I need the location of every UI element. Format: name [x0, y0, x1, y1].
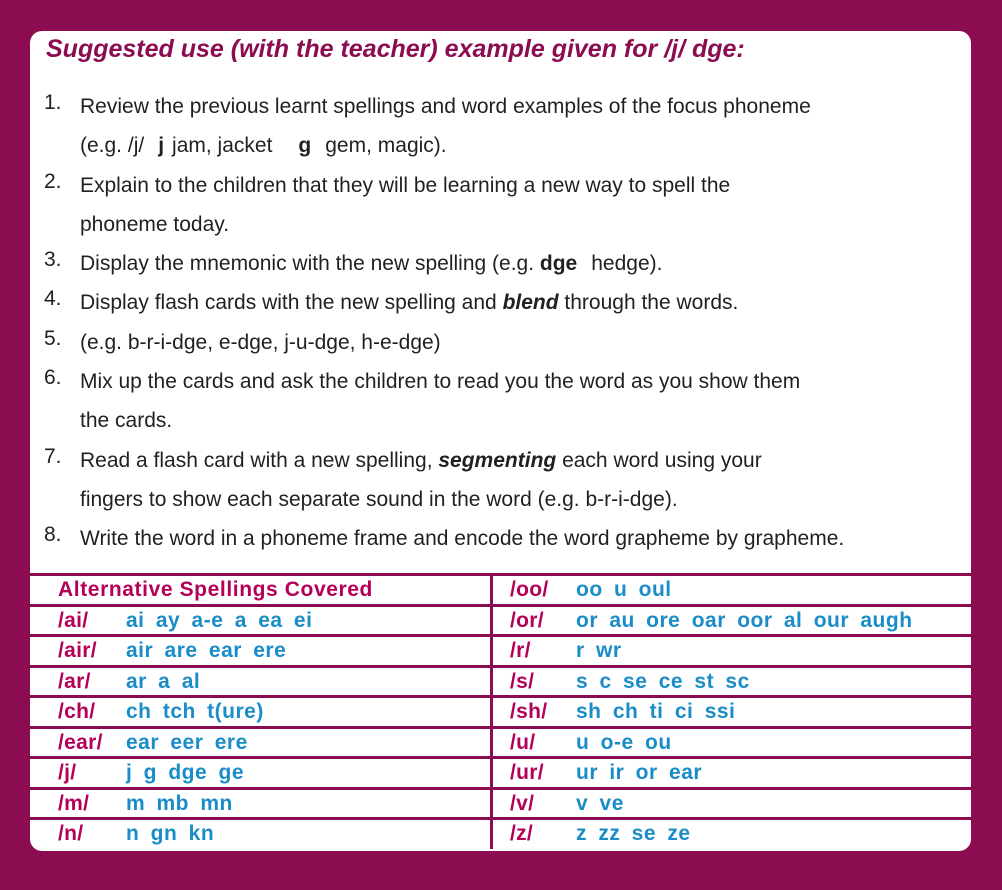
step-text-part: Write the word in a phoneme frame and encode the word grapheme by grapheme. — [80, 527, 845, 551]
step-line — [80, 244, 954, 283]
alternative-spellings-table — [30, 573, 971, 849]
spelling-list: ur ir or ear — [576, 761, 703, 784]
left-cell — [30, 668, 493, 696]
step-line — [80, 441, 954, 480]
step-text-part: (e.g. b-r-i-dge, e-dge, j-u-dge, h-e-dge) — [80, 330, 441, 354]
spelling-list: r wr — [576, 639, 622, 662]
step-item — [44, 362, 954, 441]
phoneme-label: /oo/ — [510, 578, 549, 601]
table-row — [30, 729, 971, 760]
spelling-list: ch tch t(ure) — [126, 700, 264, 723]
phoneme-label: /u/ — [510, 730, 536, 754]
instruction-card — [30, 31, 971, 851]
spelling-list: m mb mn — [126, 791, 233, 815]
right-cell — [493, 576, 971, 604]
table-title: Alternative Spellings Covered — [58, 578, 373, 601]
step-number: 2. — [44, 169, 62, 193]
spelling-list: s c se ce st sc — [576, 669, 750, 693]
emphasis-text: j — [158, 134, 165, 158]
spelling-list: ar a al — [126, 669, 201, 693]
phoneme-label: /s/ — [510, 669, 535, 693]
step-line — [80, 519, 954, 558]
right-cell — [493, 820, 971, 849]
phoneme-label: /ear/ — [58, 730, 103, 754]
step-item — [44, 323, 954, 362]
spelling-list: ear eer ere — [126, 730, 248, 754]
phoneme-label: /ch/ — [58, 700, 96, 723]
step-line — [80, 126, 954, 165]
phoneme-label: /v/ — [510, 791, 535, 815]
step-text-part: Explain to the children that they will be learning a new way to spell the — [80, 173, 731, 197]
table-row — [30, 637, 971, 668]
step-text-part: (e.g. /j/ — [80, 134, 145, 158]
spelling-list: z zz se ze — [576, 822, 691, 845]
right-cell — [493, 729, 971, 757]
emphasis-text: dge — [539, 252, 578, 276]
steps-list — [44, 87, 954, 559]
step-text-part: Read a flash card with a new spelling, — [80, 448, 439, 472]
phoneme-label: /j/ — [58, 761, 77, 784]
spelling-list: n gn kn — [126, 822, 215, 845]
table-row — [30, 759, 971, 790]
right-cell — [493, 607, 971, 635]
step-number: 3. — [44, 248, 62, 272]
right-cell — [493, 790, 971, 818]
left-cell — [30, 729, 493, 757]
left-cell — [30, 759, 493, 787]
step-item — [44, 283, 954, 322]
step-text-part: jam, jacket — [172, 134, 273, 158]
step-text-part: Display flash cards with the new spelling and — [80, 291, 503, 315]
step-line — [80, 362, 954, 401]
step-text-part: the cards. — [80, 409, 173, 433]
step-number: 1. — [44, 91, 62, 114]
table-row — [30, 820, 971, 849]
table-row — [30, 607, 971, 638]
step-line — [80, 205, 954, 244]
left-cell — [30, 637, 493, 665]
spelling-list: v ve — [576, 791, 624, 815]
right-cell — [493, 668, 971, 696]
spelling-list: air are ear ere — [126, 639, 287, 662]
left-cell — [30, 820, 493, 849]
step-text-part: fingers to show each separate sound in the word (e.g. b-r-i-dge). — [80, 487, 678, 511]
step-item — [44, 441, 954, 520]
step-text-part: Mix up the cards and ask the children to read you the word as you show them — [80, 370, 801, 394]
step-line — [80, 323, 954, 362]
table-row — [30, 698, 971, 729]
card-heading: Suggested use (with the teacher) example given for /j/ dge: — [46, 35, 745, 63]
step-item — [44, 87, 954, 166]
step-line — [80, 283, 954, 322]
right-cell — [493, 759, 971, 787]
spelling-list: oo u oul — [576, 578, 672, 601]
spelling-list: j g dge ge — [126, 761, 245, 784]
table-row — [30, 668, 971, 699]
step-item — [44, 519, 954, 558]
phoneme-label: /sh/ — [510, 700, 548, 723]
phoneme-label: /air/ — [58, 639, 97, 662]
left-cell — [30, 607, 493, 635]
step-item — [44, 244, 954, 283]
step-text-part: hedge). — [591, 252, 663, 276]
spelling-list: u o-e ou — [576, 730, 672, 754]
emphasis-text: g — [298, 134, 312, 158]
step-line — [80, 87, 954, 126]
phoneme-label: /n/ — [58, 822, 84, 845]
step-line — [80, 166, 954, 205]
step-line — [80, 480, 954, 519]
step-number: 5. — [44, 326, 62, 350]
left-cell — [30, 576, 493, 604]
phoneme-label: /z/ — [510, 822, 534, 845]
phoneme-label: /ar/ — [58, 669, 91, 693]
spelling-list: ai ay a-e a ea ei — [126, 608, 313, 632]
emphasis-text: segmenting — [438, 448, 557, 472]
left-cell — [30, 698, 493, 726]
step-text-part: Display the mnemonic with the new spelling (e.g. — [80, 252, 540, 276]
step-number: 7. — [44, 444, 62, 468]
step-text-part: through the words. — [558, 291, 739, 315]
right-cell — [493, 698, 971, 726]
step-item — [44, 166, 954, 245]
spelling-list: or au ore oar oor al our augh — [576, 608, 913, 632]
step-line — [80, 401, 954, 440]
phoneme-label: /ur/ — [510, 761, 544, 784]
step-text-part: Review the previous learnt spellings and word examples of the focus phoneme — [80, 95, 811, 118]
right-cell — [493, 637, 971, 665]
step-text-part: phoneme today. — [80, 212, 230, 236]
table-row — [30, 790, 971, 821]
phoneme-label: /r/ — [510, 639, 531, 662]
step-number: 8. — [44, 523, 62, 547]
step-number: 6. — [44, 366, 62, 390]
emphasis-text: blend — [502, 291, 559, 315]
step-number: 4. — [44, 287, 62, 311]
phoneme-label: /or/ — [510, 608, 544, 632]
phoneme-label: /ai/ — [58, 608, 89, 632]
left-cell — [30, 790, 493, 818]
table-row — [30, 576, 971, 607]
phoneme-label: /m/ — [58, 791, 90, 815]
spelling-list: sh ch ti ci ssi — [576, 700, 736, 723]
step-text-part: gem, magic). — [325, 134, 447, 158]
step-text-part: each word using your — [556, 448, 762, 472]
